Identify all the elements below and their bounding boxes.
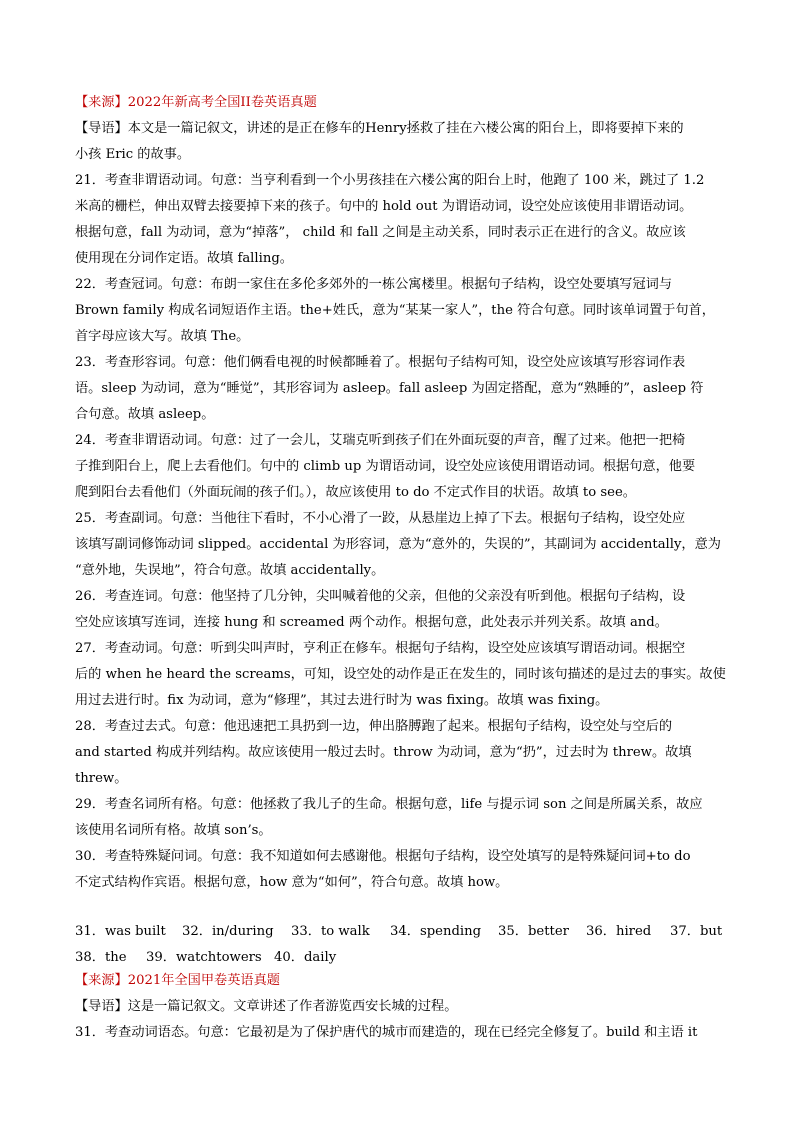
explanation-line: 首字母应该大写。故填 The。 [75,329,250,344]
explanation-line: 该填写副词修饰动词 slipped。accidental 为形容词，意为“意外的，失误的”，其副词为 accidentally，意为 [75,537,721,552]
explanation-line: 不定式结构作宾语。根据句意，how 意为“如何”，符合句意。故填 how。 [75,875,509,890]
answer-item: 31．was built [75,924,166,939]
answer-item: 40．daily [274,950,337,965]
answer-item: 36．hired [586,924,652,939]
explanation-line: and started 构成并列结构。故应该使用一般过去时。throw 为动词，意为“扔”，过去时为 threw。故填 [75,745,692,760]
explanation-line: 使用现在分词作定语。故填 falling。 [75,251,293,266]
explanation-line: 该使用名词所有格。故填 son’s。 [75,823,272,838]
explanation-line: 30．考查特殊疑问词。句意：我不知道如何去感谢他。根据句子结构，设空处填写的是特殊疑问词+to do [75,849,691,864]
answer-item: 32．in/during [182,924,274,939]
explanation-line: 空处应该填写连词，连接 hung 和 screamed 两个动作。根据句意，此处表示并列关系。故填 and。 [75,615,668,630]
explanation-line: 23．考查形容词。句意：他们俩看电视的时候都睡着了。根据句子结构可知，设空处应该填写形容词作表 [75,355,686,370]
guide-line: 小孩 Eric 的故事。 [75,147,191,162]
explanation-line: 后的 when he heard the screams，可知，设空处的动作是正在发生的，同时该句描述的是过去的事实。故使 [75,667,726,682]
explanation-line: 21．考查非谓语动词。句意：当亨利看到一个小男孩挂在六楼公寓的阳台上时，他跑了 100 米，跳过了 1.2 [75,173,705,188]
explanation-line: 子推到阳台上，爬上去看他们。句中的 climb up 为谓语动词，设空处应该使用谓语动词。根据句意，他要 [75,459,696,474]
explanation-line: 28．考查过去式。句意：他迅速把工具扔到一边，伸出胳膊跑了起来。根据句子结构，设空处与空后的 [75,719,673,734]
explanation-line: 米高的栅栏，伸出双臂去接要掉下来的孩子。句中的 hold out 为谓语动词，设空处应该使用非谓语动词。 [75,199,693,214]
explanation-line: 合句意。故填 asleep。 [75,407,215,422]
explanation-line: 语。sleep 为动词，意为“睡觉”，其形容词为 asleep。fall asleep 为固定搭配，意为“熟睡的”，asleep 符 [75,381,704,396]
explanation-line: 根据句意，fall 为动词，意为“掉落”， child 和 fall 之间是主动关系，同时表示正在进行的含义。故应该 [75,225,686,240]
answer-item: 37．but [670,924,723,939]
explanation-line: “意外地，失误地”，符合句意。故填 accidentally。 [75,563,385,578]
explanation-line: 27．考查动词。句意：听到尖叫声时，亨利正在修车。根据句子结构，设空处应该填写谓语动词。根据空 [75,641,686,656]
answer-item: 38．the [75,950,127,965]
explanation-line: 26．考查连词。句意：他坚持了几分钟，尖叫喊着他的父亲，但他的父亲没有听到他。根据句子结构，设 [75,589,686,604]
explanation-line: 24．考查非谓语动词。句意：过了一会儿，艾瑞克听到孩子们在外面玩耍的声音，醒了过来。他把一把椅 [75,433,686,448]
answer-item: 34．spending [390,924,482,939]
explanation-line: threw。 [75,771,128,786]
answer-item: 35．better [498,924,569,939]
explanation-line: 爬到阳台去看他们（外面玩闹的孩子们。），故应该使用 to do 不定式作目的状语。故填 to see。 [75,485,636,500]
guide-line: 【导语】本文是一篇记叙文，讲述的是正在修车的Henry拯救了挂在六楼公寓的阳台上，即将要掉下来的 [75,121,684,136]
explanation-line: 31．考查动词语态。句意：它最初是为了保护唐代的城市而建造的，现在已经完全修复了。build 和主语 it [75,1025,698,1040]
answer-item: 33．to walk [291,924,370,939]
answer-item: 39．watchtowers [146,950,262,965]
explanation-line: Brown family 构成名词短语作主语。the+姓氏，意为“某某一家人”，the 符合句意。同时该单词置于句首， [75,303,715,318]
explanation-line: 22．考查冠词。句意：布朗一家住在多伦多郊外的一栋公寓楼里。根据句子结构，设空处要填写冠词与 [75,277,673,292]
explanation-line: 25．考查副词。句意：当他往下看时，不小心滑了一跤，从悬崖边上掉了下去。根据句子结构，设空处应 [75,511,686,526]
explanation-line: 用过去进行时。fix 为动词，意为“修理”，其过去进行时为 was fixing。故填 was fixing。 [75,693,609,708]
guide-line: 【导语】这是一篇记叙文。文章讲述了作者游览西安长城的过程。 [75,999,458,1014]
source-heading-2021: 【来源】2021年全国甲卷英语真题 [75,973,280,988]
source-heading-2022: 【来源】2022年新高考全国II卷英语真题 [75,95,317,110]
explanation-line: 29．考查名词所有格。句意：他拯救了我儿子的生命。根据句意，life 与提示词 son 之间是所属关系，故应 [75,797,703,812]
